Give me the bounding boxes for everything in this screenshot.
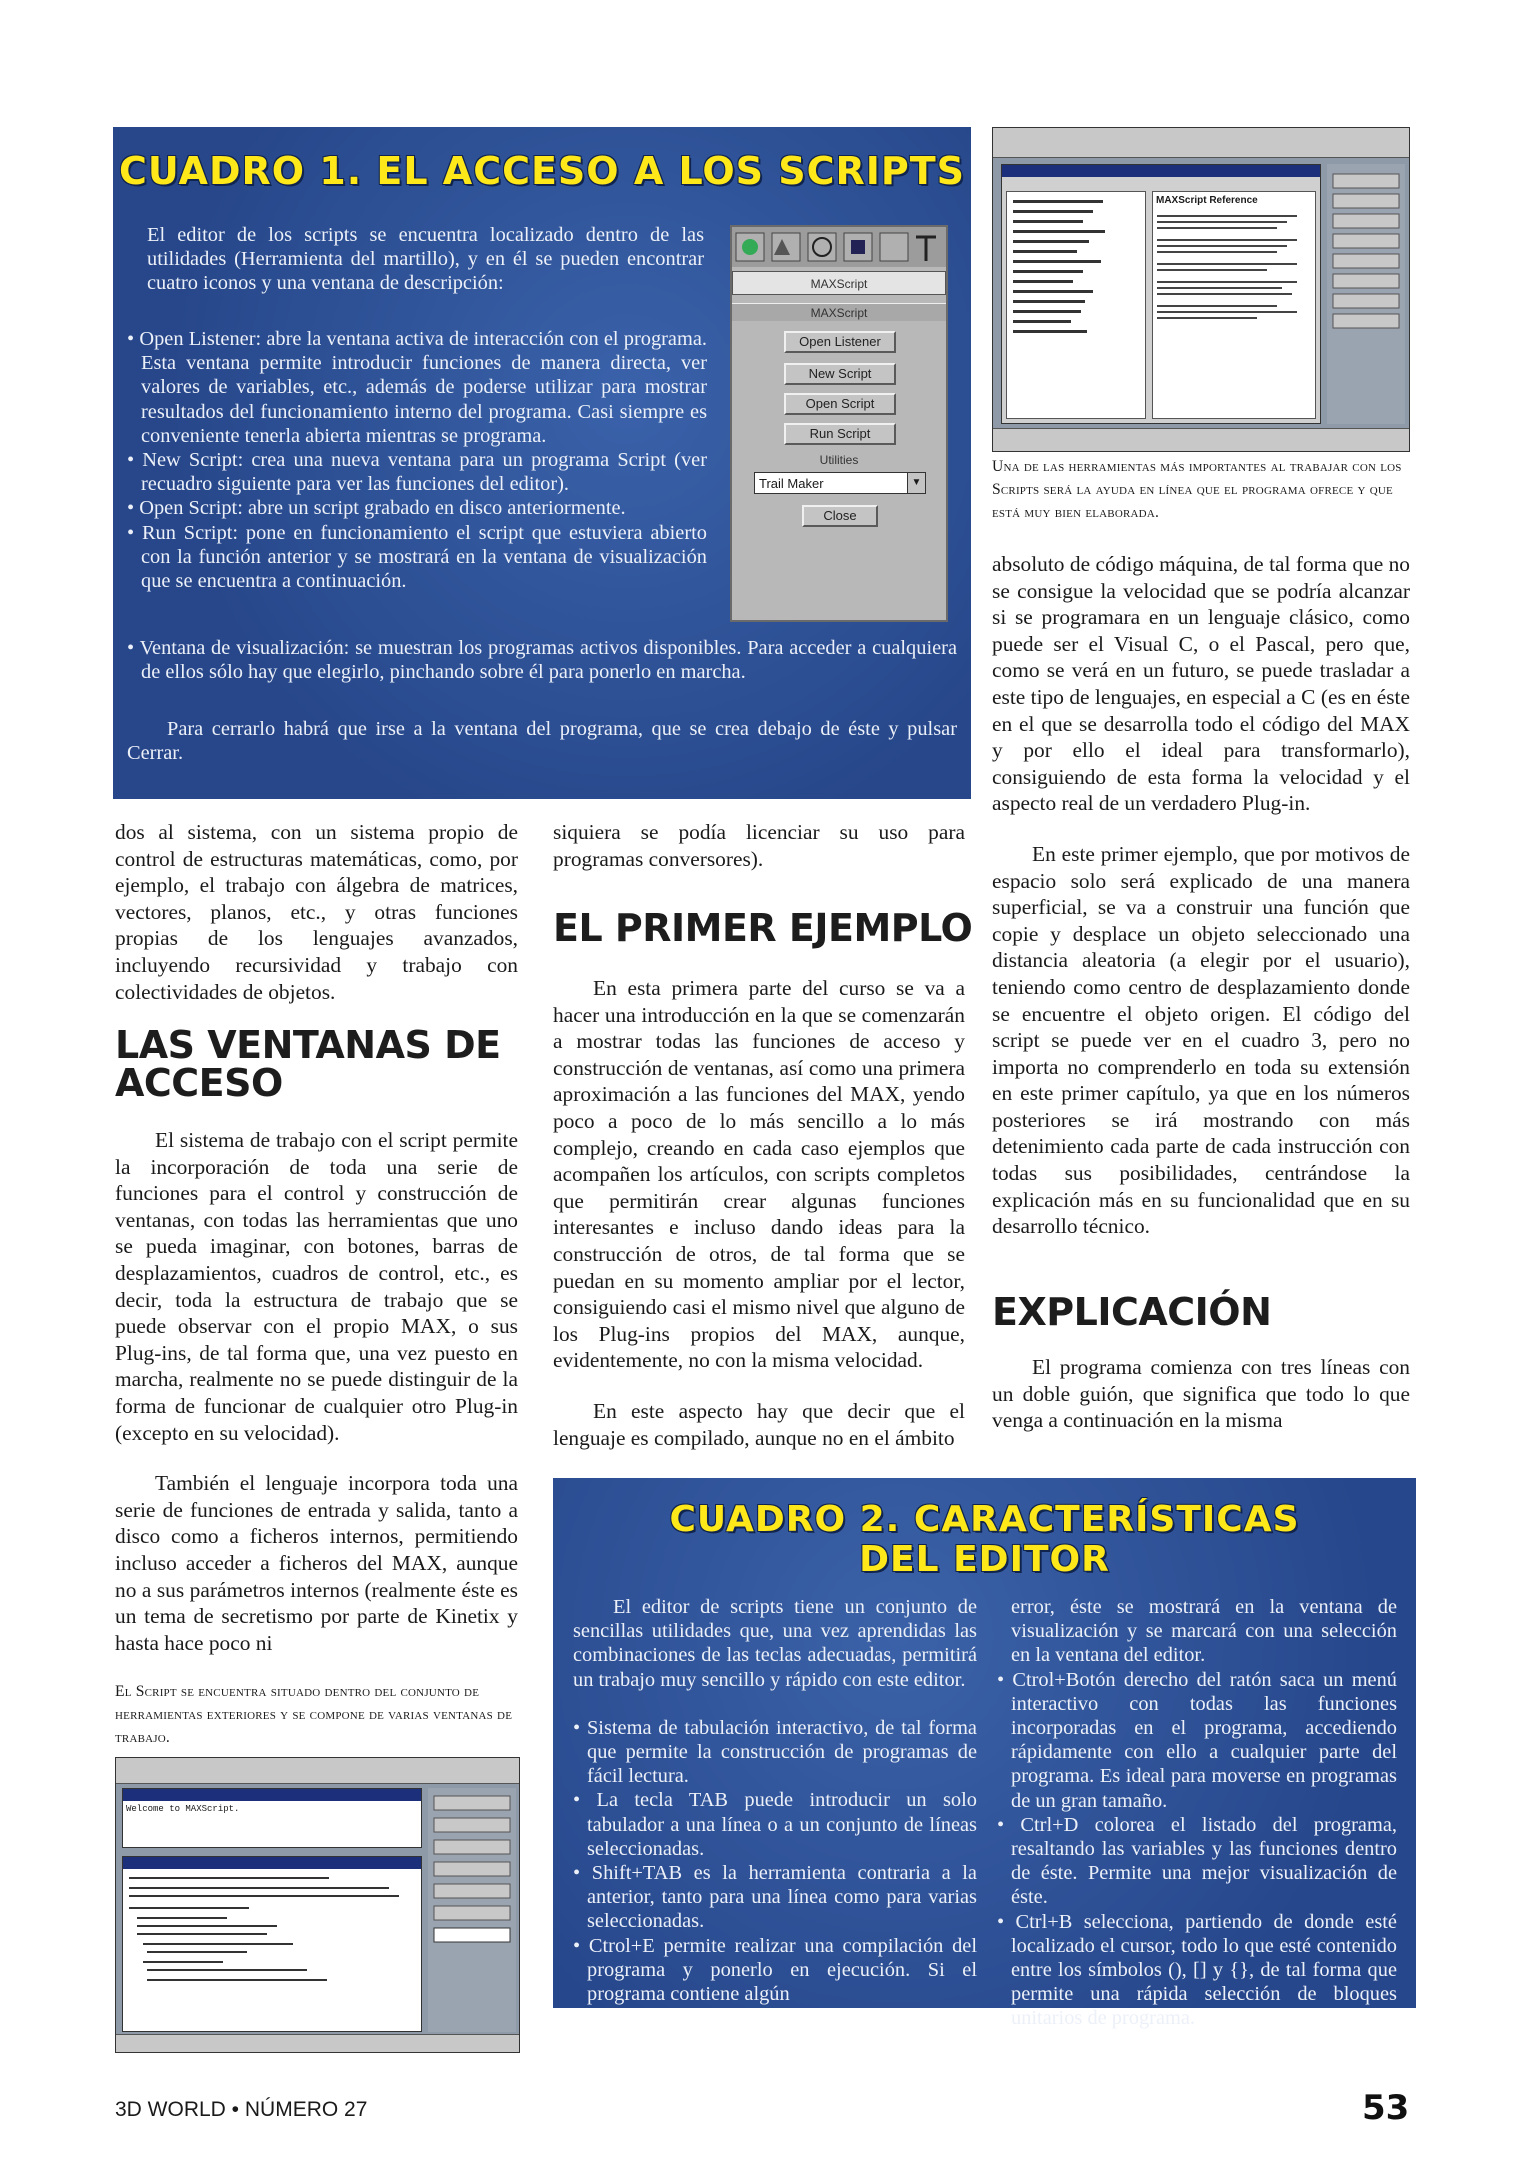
col2-para2: En esta primera parte del curso se va a hacer una introducción en la que se comenzarán a mostrar todas las funciones de acceso y construcción de ventanas, así como una primera aproximación a las funciones del MAX, yendo poco a poco de lo más sencillo a lo más complejo, creando en cada caso ejemplos que acompañen los artículos, con scripts completos que permitirán crear algunas funciones interesantes e incluso dando ideas para la construcción de otros, de tal forma que se puedan en su momento ampliar por el lector, consiguiendo casi el mismo nivel que alguno de los Plug-ins propios del MAX, aunque, evidentemente, no con la misma velocidad.: [553, 976, 965, 1373]
panel-header: [732, 271, 946, 295]
col1-para3: También el lenguaje incorpora toda una serie de funciones de entrada y salida, tanto a disco como a ficheros internos, permitiendo incluso acceder a ficheros del MAX, aunque no a sus parámetros internos (realmente éste es un tema de secretismo por parte de Kinetix y hasta hace poco ni: [115, 1471, 518, 1655]
col1-para1: dos al sistema, con un sistema propio de control de estructuras matemáticas, como, por ejemplo, el trabajo con álgebra de matrices, vectores, planos, etc., y otras funciones propias de los lenguajes avanzados, incluyendo recursividad y trabajo con colectividades de objetos.: [115, 820, 518, 1004]
listener-welcome: Welcome to MAXScript.: [126, 1804, 240, 1814]
heading-ventanas-acceso: LAS VENTANAS DE ACCESO: [115, 1023, 501, 1105]
column-3-cont: [992, 1354, 1410, 1434]
help-window: [1001, 164, 1321, 424]
command-panel: [1327, 164, 1405, 424]
maxscript-reference-screenshot: [992, 127, 1410, 452]
box-2-item: • Ctrol+E permite realizar una compilación del programa y ponerlo en ejecución. Si el programa contiene algún: [573, 1934, 977, 2007]
col3-para3: El programa comienza con tres líneas con un doble guión, que significa que todo lo que venga a continuación en la misma: [992, 1355, 1410, 1433]
col3-para1: absoluto de código máquina, de tal forma que no se consigue la velocidad que se podría alcanzar si se programara en un lenguaje clásico, como puede ser el Visual C, o el Pascal, pero que, como se verá en un futuro, se puede trasladar a este tipo de lenguajes, en especial a C (es en éste en el que se desarrolla todo el código del MAX y por ello el ideal para transformarlo), consiguiendo de esta forma la velocidad y el aspecto real de un verdadero Plug-in.: [992, 552, 1410, 816]
panel-icon-bar: [732, 227, 946, 267]
column-2: [553, 819, 965, 872]
col1-para2: El sistema de trabajo con el script permite la incorporación de toda una serie de funciones para el control y construcción de ventanas, con todas las herramientas que uno se pueda imaginar, con botones, barras de desplazamientos, cuadros de control, etc., es decir, toda la estructura de trabajo que se puede observar con el propio MAX, o sus Plug-ins, de tal forma que, una vez puesto en marcha, realmente no se puede distinguir de la forma de funcionar de cualquier otro Plug-in (excepto en su velocidad).: [115, 1128, 518, 1445]
listener-window: [122, 1788, 422, 1848]
chevron-down-icon[interactable]: ▼: [907, 473, 925, 493]
toolbar-icons: [732, 227, 946, 267]
box-2-title-line2: DEL EDITOR: [859, 1539, 1110, 1580]
footer-page-number: 53: [1362, 2088, 1410, 2128]
heading-explicacion: EXPLICACIÓN: [992, 1290, 1272, 1334]
footer-magazine: 3D WORLD • NÚMERO 27: [115, 2098, 368, 2121]
editor-toolbar: [116, 1758, 520, 1784]
dropdown-value: Trail Maker: [759, 476, 824, 491]
listener-titlebar: [123, 1789, 421, 1801]
help-content-pane: [1152, 191, 1316, 419]
column-1: [115, 819, 518, 1005]
open-listener-button[interactable]: Open Listener: [784, 331, 896, 353]
col2-para3: En este aspecto hay que decir que el lenguaje es compilado, aunque no en el ámbito: [553, 1398, 965, 1450]
box-1-item: • New Script: crea una nueva ventana para un programa Script (ver recuadro siguiente para ver las funciones del editor).: [127, 448, 707, 496]
box-1-item: • Open Listener: abre la ventana activa de interacción con el programa. Esta ventana permite introducir funciones de manera directa, ver valores de variables, etc., además de poderse utilizar para mostrar resultados del funcionamiento interno del programa. Casi siempre es conveniente tenerla abierta mientras se programa.: [127, 327, 707, 448]
box-1-title: CUADRO 1. EL ACCESO A LOS SCRIPTS: [118, 149, 966, 193]
box-2-title-line1: CUADRO 2. CARACTERÍSTICAS: [669, 1499, 1300, 1540]
rollout-bar[interactable]: [732, 303, 946, 321]
box-2-intro: El editor de scripts tiene un conjunto de sencillas utilidades que, una vez aprendidas las combinaciones de las teclas adecuadas, permitirá un trabajo muy sencillo y rápido con este editor.: [573, 1596, 977, 1691]
column-1-cont: [115, 1127, 518, 1656]
box-2-item: • Shift+TAB es la herramienta contraria a la anterior, tanto para una línea como para varias seleccionadas.: [573, 1861, 977, 1934]
maxscript-editor-screenshot: [115, 1757, 520, 2053]
rollout-label: MAXScript: [810, 306, 868, 320]
run-script-button[interactable]: Run Script: [784, 423, 896, 445]
editor-panel-buttons: [428, 1788, 516, 2032]
caption-top-screenshot: Una de las herramientas más importantes al trabajar con los Scripts será la ayuda en línea que el programa ofrece y que está muy bien elaborada.: [992, 458, 1402, 521]
box-1-list-wide: [127, 636, 957, 684]
help-panel-title: MAXScript Reference: [1156, 195, 1258, 206]
command-panel-buttons: [1327, 164, 1405, 424]
box-1-item: • Run Script: pone en funcionamiento el script que estuviera abierto con la función anterior y se mostrará en la ventana de visualización que se encuentra a continuación.: [127, 521, 707, 594]
column-2-cont: [553, 975, 965, 1451]
editor-statusbar: [116, 2034, 520, 2053]
box-2-caracteristicas: [553, 1478, 1416, 2030]
box-2-right: [997, 1595, 1397, 2031]
utilities-label: Utilities: [819, 453, 859, 467]
new-script-button[interactable]: New Script: [784, 363, 896, 385]
box-2-left: [573, 1595, 977, 2006]
column-3: [992, 551, 1410, 1240]
box-2-title: [553, 1500, 1416, 1580]
col3-para2: En este primer ejemplo, que por motivos de espacio solo será explicado de una manera superficial, se va a construir una función que copie y desplace un objeto seleccionado una distancia aleatoria (a elegir por el usuario), teniendo como centro de desplazamiento donde se encuentre el objeto origen. El código del script se puede ver en el cuadro 3, pero no importa no comprenderlo en toda su extensión en este primer capítulo, ya que en los números posteriores se irá mostrando con más detenimiento cada parte de cada instrucción con todas sus posibilidades, centrándose la explicación más en su funcionalidad que en su desarrollo técnico.: [992, 841, 1410, 1239]
box-2-right-continuation: error, éste se mostrará en la ventana de visualización y se marcará con una selección en la ventana del editor.: [1011, 1596, 1397, 1667]
maxscript-panel: [730, 225, 948, 622]
close-button[interactable]: Close: [802, 505, 878, 527]
help-tree-pane: [1006, 191, 1146, 419]
col2-para1: siquiera se podía licenciar su uso para programas conversores).: [553, 820, 965, 871]
box-1-item: • Open Script: abre un script grabado en disco anteriormente.: [127, 496, 707, 520]
box-1-outro: Para cerrarlo habrá que irse a la ventana del programa, que se crea debajo de éste y pulsar Cerrar.: [127, 718, 957, 765]
heading-primer-ejemplo: EL PRIMER EJEMPLO: [553, 906, 973, 950]
box-2-item: • La tecla TAB puede introducir un solo tabulador a una línea o a un conjunto de líneas seleccionadas.: [573, 1788, 977, 1861]
box-2-item: • Ctrl+B selecciona, partiendo de donde esté localizado el cursor, todo lo que esté contenido entre los símbolos (), [] y {}, de tal forma que permite una rápida selección de bloques unitarios de programa.: [997, 1910, 1397, 2031]
caption-bottom-screenshot: El Script se encuentra situado dentro del conjunto de herramientas exteriores y se compone de varias ventanas de trabajo.: [115, 1683, 513, 1746]
editor-command-panel: [428, 1788, 516, 2032]
box-1-intro: El editor de los scripts se encuentra localizado dentro de las utilidades (Herramienta del martillo), y en él se pueden encontrar cuatro iconos y una ventana de descripción:: [147, 224, 704, 295]
script-editor-window: [122, 1856, 422, 2032]
box-2-item: • Sistema de tabulación interactivo, de tal forma que permite la construcción de programas de fácil lectura.: [573, 1716, 977, 1789]
panel-header-label: MAXScript: [810, 277, 868, 291]
box-2-item: • Ctrl+D colorea el listado del programa, resaltando las variables y las funciones dentro de éste. Permite una mejor visualización de éste.: [997, 1813, 1397, 1910]
box-2-item: • Ctrol+Botón derecho del ratón saca un menú interactivo con todas las funciones incorporadas en el programa, accediendo rápidamente con ello a cualquier parte del programa. Es ideal para moverse en programas de un gran tamaño.: [997, 1668, 1397, 1813]
utilities-dropdown[interactable]: [754, 472, 926, 494]
code-lines: [123, 1869, 421, 2029]
open-script-button[interactable]: Open Script: [784, 393, 896, 415]
box-1-item: • Ventana de visualización: se muestran los programas activos disponibles. Para acceder a cualquiera de ellos sólo hay que elegirlo, pinchando sobre él para ponerlo en marcha.: [127, 636, 957, 684]
editor-titlebar: [123, 1857, 421, 1869]
help-window-titlebar: [1002, 165, 1320, 177]
box-1-list: [127, 327, 707, 593]
tree-lines: [1007, 192, 1145, 418]
screenshot-statusbar: [993, 428, 1410, 452]
help-text-lines: [1153, 209, 1313, 409]
screenshot-toolbar: [993, 128, 1410, 158]
